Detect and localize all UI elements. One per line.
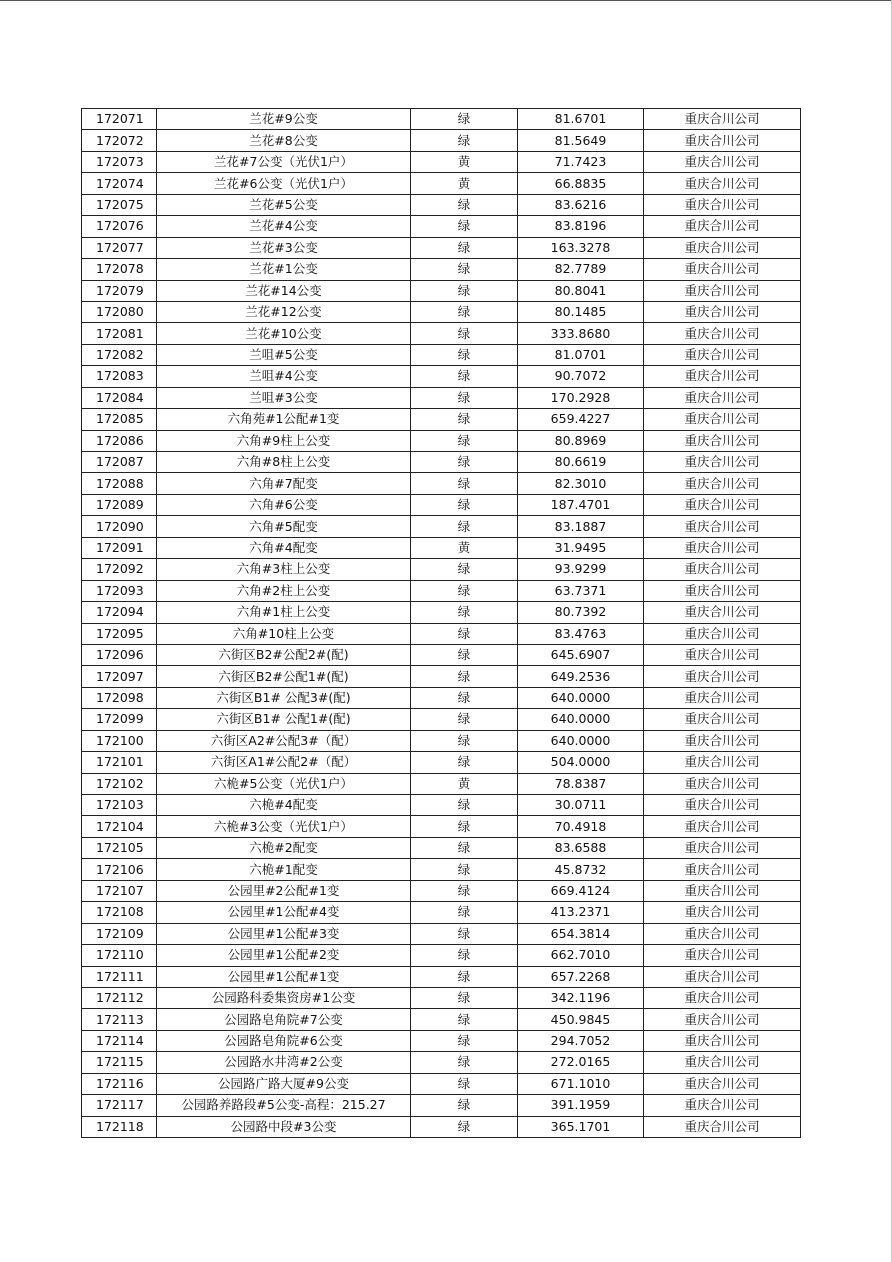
station-id-cell: 172074 [82,173,157,194]
station-id-cell: 172105 [82,837,157,858]
transformer-name-cell: 兰花#9公变 [157,109,411,130]
station-id-cell: 172079 [82,280,157,301]
table-row [82,216,801,237]
station-id-cell: 172097 [82,666,157,687]
transformer-name-cell: 公园里#1公配#1变 [157,966,411,987]
capacity-value-cell: 662.7010 [518,945,644,966]
company-cell: 重庆合川公司 [644,473,801,494]
company-cell: 重庆合川公司 [644,816,801,837]
transformer-name-cell: 六角#8柱上公变 [157,452,411,473]
company-cell: 重庆合川公司 [644,409,801,430]
table-row [82,344,801,365]
status-color-cell: 绿 [411,237,518,258]
capacity-value-cell: 82.3010 [518,473,644,494]
table-row [82,902,801,923]
station-id-cell: 172095 [82,623,157,644]
transformer-name-cell: 公园里#1公配#3变 [157,923,411,944]
table-row [82,880,801,901]
table-row [82,709,801,730]
company-cell: 重庆合川公司 [644,216,801,237]
station-id-cell: 172110 [82,945,157,966]
status-color-cell: 绿 [411,130,518,151]
status-color-cell: 绿 [411,623,518,644]
company-cell: 重庆合川公司 [644,1052,801,1073]
table-row [82,323,801,344]
station-id-cell: 172090 [82,516,157,537]
capacity-value-cell: 80.8041 [518,280,644,301]
company-cell: 重庆合川公司 [644,1073,801,1094]
table-row [82,409,801,430]
transformer-name-cell: 兰花#1公变 [157,259,411,280]
station-id-cell: 172098 [82,687,157,708]
table-row [82,623,801,644]
table-row [82,194,801,215]
table-row [82,1030,801,1051]
company-cell: 重庆合川公司 [644,773,801,794]
table-row [82,687,801,708]
company-cell: 重庆合川公司 [644,580,801,601]
station-id-cell: 172075 [82,194,157,215]
status-color-cell: 绿 [411,280,518,301]
table-row [82,1116,801,1137]
capacity-value-cell: 645.6907 [518,644,644,665]
status-color-cell: 绿 [411,452,518,473]
transformer-name-cell: 六角#6公变 [157,494,411,515]
station-id-cell: 172101 [82,752,157,773]
table-row [82,1052,801,1073]
capacity-value-cell: 80.6619 [518,452,644,473]
station-id-cell: 172109 [82,923,157,944]
table-row [82,452,801,473]
company-cell: 重庆合川公司 [644,280,801,301]
status-color-cell: 绿 [411,987,518,1008]
status-color-cell: 绿 [411,1095,518,1116]
status-color-cell: 绿 [411,687,518,708]
transformer-name-cell: 公园路科委集资房#1公变 [157,987,411,1008]
station-id-cell: 172093 [82,580,157,601]
transformer-name-cell: 兰咀#3公变 [157,387,411,408]
transformer-name-cell: 六角#7配变 [157,473,411,494]
station-id-cell: 172117 [82,1095,157,1116]
status-color-cell: 绿 [411,795,518,816]
table-row [82,1073,801,1094]
page-top-border [0,0,892,1]
company-cell: 重庆合川公司 [644,301,801,322]
status-color-cell: 绿 [411,1116,518,1137]
station-id-cell: 172085 [82,409,157,430]
status-color-cell: 绿 [411,580,518,601]
status-color-cell: 绿 [411,216,518,237]
station-id-cell: 172108 [82,902,157,923]
transformer-name-cell: 公园路皂角院#6公变 [157,1030,411,1051]
company-cell: 重庆合川公司 [644,323,801,344]
company-cell: 重庆合川公司 [644,452,801,473]
capacity-value-cell: 80.1485 [518,301,644,322]
status-color-cell: 绿 [411,344,518,365]
company-cell: 重庆合川公司 [644,1116,801,1137]
transformer-name-cell: 兰花#3公变 [157,237,411,258]
transformer-name-cell: 兰花#6公变（光伏1户） [157,173,411,194]
company-cell: 重庆合川公司 [644,173,801,194]
table-row [82,173,801,194]
status-color-cell: 绿 [411,473,518,494]
capacity-value-cell: 659.4227 [518,409,644,430]
company-cell: 重庆合川公司 [644,194,801,215]
table-row [82,644,801,665]
capacity-value-cell: 649.2536 [518,666,644,687]
company-cell: 重庆合川公司 [644,1030,801,1051]
capacity-value-cell: 82.7789 [518,259,644,280]
table-row [82,795,801,816]
station-id-cell: 172112 [82,987,157,1008]
status-color-cell: 黄 [411,537,518,558]
transformer-name-cell: 兰花#12公变 [157,301,411,322]
table-row [82,1009,801,1030]
company-cell: 重庆合川公司 [644,259,801,280]
transformer-name-cell: 公园路水井湾#2公变 [157,1052,411,1073]
capacity-value-cell: 504.0000 [518,752,644,773]
status-color-cell: 绿 [411,430,518,451]
capacity-value-cell: 342.1196 [518,987,644,1008]
transformer-name-cell: 六桅#2配变 [157,837,411,858]
transformer-name-cell: 兰花#7公变（光伏1户） [157,151,411,172]
company-cell: 重庆合川公司 [644,130,801,151]
status-color-cell: 绿 [411,945,518,966]
transformer-name-cell: 兰花#14公变 [157,280,411,301]
station-id-cell: 172081 [82,323,157,344]
company-cell: 重庆合川公司 [644,837,801,858]
capacity-value-cell: 90.7072 [518,366,644,387]
transformer-name-cell: 六街区B2#公配1#(配) [157,666,411,687]
table-row [82,473,801,494]
transformer-name-cell: 公园路广路大厦#9公变 [157,1073,411,1094]
status-color-cell: 绿 [411,966,518,987]
company-cell: 重庆合川公司 [644,945,801,966]
station-id-cell: 172106 [82,859,157,880]
station-id-cell: 172100 [82,730,157,751]
capacity-value-cell: 333.8680 [518,323,644,344]
station-id-cell: 172072 [82,130,157,151]
status-color-cell: 黄 [411,173,518,194]
transformer-name-cell: 公园路中段#3公变 [157,1116,411,1137]
table-row [82,109,801,130]
station-id-cell: 172092 [82,559,157,580]
table-row [82,730,801,751]
table-row [82,987,801,1008]
table-row [82,259,801,280]
status-color-cell: 绿 [411,752,518,773]
status-color-cell: 绿 [411,366,518,387]
capacity-value-cell: 83.1887 [518,516,644,537]
status-color-cell: 绿 [411,709,518,730]
capacity-value-cell: 669.4124 [518,880,644,901]
capacity-value-cell: 654.3814 [518,923,644,944]
company-cell: 重庆合川公司 [644,109,801,130]
capacity-value-cell: 294.7052 [518,1030,644,1051]
station-id-cell: 172111 [82,966,157,987]
capacity-value-cell: 63.7371 [518,580,644,601]
company-cell: 重庆合川公司 [644,709,801,730]
company-cell: 重庆合川公司 [644,366,801,387]
table-row [82,301,801,322]
company-cell: 重庆合川公司 [644,1009,801,1030]
capacity-value-cell: 78.8387 [518,773,644,794]
capacity-value-cell: 30.0711 [518,795,644,816]
table-row [82,923,801,944]
capacity-value-cell: 83.8196 [518,216,644,237]
station-id-cell: 172082 [82,344,157,365]
transformer-name-cell: 六角#4配变 [157,537,411,558]
company-cell: 重庆合川公司 [644,537,801,558]
table-row [82,773,801,794]
station-id-cell: 172102 [82,773,157,794]
status-color-cell: 绿 [411,666,518,687]
transformer-name-cell: 六角#2柱上公变 [157,580,411,601]
status-color-cell: 黄 [411,773,518,794]
table-row [82,430,801,451]
transformer-name-cell: 兰花#10公变 [157,323,411,344]
table-row [82,966,801,987]
capacity-value-cell: 83.6216 [518,194,644,215]
table-row [82,580,801,601]
capacity-value-cell: 81.5649 [518,130,644,151]
station-id-cell: 172114 [82,1030,157,1051]
station-id-cell: 172077 [82,237,157,258]
station-id-cell: 172089 [82,494,157,515]
transformer-name-cell: 六角#10柱上公变 [157,623,411,644]
transformer-name-cell: 六角#1柱上公变 [157,602,411,623]
station-id-cell: 172086 [82,430,157,451]
table-row [82,666,801,687]
capacity-value-cell: 450.9845 [518,1009,644,1030]
station-id-cell: 172087 [82,452,157,473]
station-id-cell: 172116 [82,1073,157,1094]
table-row [82,816,801,837]
table-row [82,859,801,880]
station-id-cell: 172094 [82,602,157,623]
table-row [82,602,801,623]
capacity-value-cell: 671.1010 [518,1073,644,1094]
transformer-name-cell: 六街区A1#公配2#（配） [157,752,411,773]
table-row [82,837,801,858]
transformer-name-cell: 兰花#4公变 [157,216,411,237]
transformer-name-cell: 六桅#3公变（光伏1户） [157,816,411,837]
transformer-name-cell: 六街区B2#公配2#(配) [157,644,411,665]
transformer-name-cell: 六桅#1配变 [157,859,411,880]
company-cell: 重庆合川公司 [644,494,801,515]
company-cell: 重庆合川公司 [644,430,801,451]
table-row [82,130,801,151]
station-id-cell: 172088 [82,473,157,494]
status-color-cell: 绿 [411,409,518,430]
capacity-value-cell: 640.0000 [518,709,644,730]
station-id-cell: 172071 [82,109,157,130]
table-row [82,516,801,537]
transformer-name-cell: 兰咀#5公变 [157,344,411,365]
capacity-value-cell: 81.6701 [518,109,644,130]
company-cell: 重庆合川公司 [644,602,801,623]
company-cell: 重庆合川公司 [644,730,801,751]
capacity-value-cell: 66.8835 [518,173,644,194]
capacity-value-cell: 365.1701 [518,1116,644,1137]
status-color-cell: 绿 [411,730,518,751]
capacity-value-cell: 71.7423 [518,151,644,172]
station-id-cell: 172103 [82,795,157,816]
station-id-cell: 172078 [82,259,157,280]
status-color-cell: 绿 [411,1052,518,1073]
capacity-value-cell: 83.4763 [518,623,644,644]
company-cell: 重庆合川公司 [644,387,801,408]
transformer-name-cell: 六桅#4配变 [157,795,411,816]
status-color-cell: 绿 [411,259,518,280]
transformer-name-cell: 公园里#2公配#1变 [157,880,411,901]
table-row [82,537,801,558]
table-row [82,237,801,258]
table-row [82,494,801,515]
table-row [82,387,801,408]
status-color-cell: 绿 [411,880,518,901]
status-color-cell: 绿 [411,902,518,923]
company-cell: 重庆合川公司 [644,966,801,987]
status-color-cell: 绿 [411,837,518,858]
transformer-name-cell: 六角#9柱上公变 [157,430,411,451]
transformer-name-cell: 公园里#1公配#2变 [157,945,411,966]
company-cell: 重庆合川公司 [644,880,801,901]
station-id-cell: 172084 [82,387,157,408]
status-color-cell: 绿 [411,1009,518,1030]
company-cell: 重庆合川公司 [644,1095,801,1116]
capacity-value-cell: 187.4701 [518,494,644,515]
station-id-cell: 172118 [82,1116,157,1137]
company-cell: 重庆合川公司 [644,623,801,644]
capacity-value-cell: 83.6588 [518,837,644,858]
capacity-value-cell: 657.2268 [518,966,644,987]
company-cell: 重庆合川公司 [644,344,801,365]
capacity-value-cell: 80.7392 [518,602,644,623]
status-color-cell: 绿 [411,387,518,408]
status-color-cell: 绿 [411,194,518,215]
station-id-cell: 172073 [82,151,157,172]
transformer-name-cell: 兰花#5公变 [157,194,411,215]
transformer-name-cell: 兰花#8公变 [157,130,411,151]
company-cell: 重庆合川公司 [644,644,801,665]
company-cell: 重庆合川公司 [644,559,801,580]
transformer-name-cell: 六角#5配变 [157,516,411,537]
capacity-value-cell: 70.4918 [518,816,644,837]
table-row [82,280,801,301]
company-cell: 重庆合川公司 [644,516,801,537]
table-row [82,945,801,966]
table-row [82,151,801,172]
status-color-cell: 绿 [411,516,518,537]
station-id-cell: 172104 [82,816,157,837]
station-id-cell: 172076 [82,216,157,237]
capacity-value-cell: 640.0000 [518,730,644,751]
table-row [82,1095,801,1116]
status-color-cell: 黄 [411,151,518,172]
capacity-value-cell: 413.2371 [518,902,644,923]
company-cell: 重庆合川公司 [644,859,801,880]
table-row [82,559,801,580]
status-color-cell: 绿 [411,109,518,130]
status-color-cell: 绿 [411,1073,518,1094]
status-color-cell: 绿 [411,602,518,623]
capacity-value-cell: 93.9299 [518,559,644,580]
transformer-name-cell: 公园路皂角院#7公变 [157,1009,411,1030]
company-cell: 重庆合川公司 [644,237,801,258]
capacity-value-cell: 81.0701 [518,344,644,365]
capacity-value-cell: 170.2928 [518,387,644,408]
company-cell: 重庆合川公司 [644,666,801,687]
status-color-cell: 绿 [411,559,518,580]
company-cell: 重庆合川公司 [644,151,801,172]
transformer-name-cell: 六街区B1# 公配3#(配) [157,687,411,708]
status-color-cell: 绿 [411,494,518,515]
capacity-value-cell: 45.8732 [518,859,644,880]
status-color-cell: 绿 [411,859,518,880]
station-id-cell: 172083 [82,366,157,387]
station-id-cell: 172113 [82,1009,157,1030]
status-color-cell: 绿 [411,816,518,837]
transformer-name-cell: 公园里#1公配#4变 [157,902,411,923]
status-color-cell: 绿 [411,323,518,344]
station-id-cell: 172115 [82,1052,157,1073]
table-row [82,752,801,773]
status-color-cell: 绿 [411,644,518,665]
station-id-cell: 172107 [82,880,157,901]
status-color-cell: 绿 [411,301,518,322]
capacity-value-cell: 163.3278 [518,237,644,258]
transformer-name-cell: 六角#3柱上公变 [157,559,411,580]
company-cell: 重庆合川公司 [644,923,801,944]
company-cell: 重庆合川公司 [644,902,801,923]
transformer-capacity-table [81,108,801,1138]
station-id-cell: 172091 [82,537,157,558]
transformer-name-cell: 六角苑#1公配#1变 [157,409,411,430]
table-row [82,366,801,387]
transformer-name-cell: 六街区B1# 公配1#(配) [157,709,411,730]
station-id-cell: 172080 [82,301,157,322]
station-id-cell: 172099 [82,709,157,730]
transformer-name-cell: 六桅#5公变（光伏1户） [157,773,411,794]
station-id-cell: 172096 [82,644,157,665]
capacity-value-cell: 391.1959 [518,1095,644,1116]
company-cell: 重庆合川公司 [644,687,801,708]
company-cell: 重庆合川公司 [644,795,801,816]
status-color-cell: 绿 [411,1030,518,1051]
transformer-name-cell: 六街区A2#公配3#（配） [157,730,411,751]
company-cell: 重庆合川公司 [644,752,801,773]
transformer-name-cell: 公园路养路段#5公变-高程：215.27 [157,1095,411,1116]
capacity-value-cell: 640.0000 [518,687,644,708]
transformer-name-cell: 兰咀#4公变 [157,366,411,387]
company-cell: 重庆合川公司 [644,987,801,1008]
capacity-value-cell: 272.0165 [518,1052,644,1073]
capacity-value-cell: 31.9495 [518,537,644,558]
table-body [82,109,801,1138]
status-color-cell: 绿 [411,923,518,944]
capacity-value-cell: 80.8969 [518,430,644,451]
